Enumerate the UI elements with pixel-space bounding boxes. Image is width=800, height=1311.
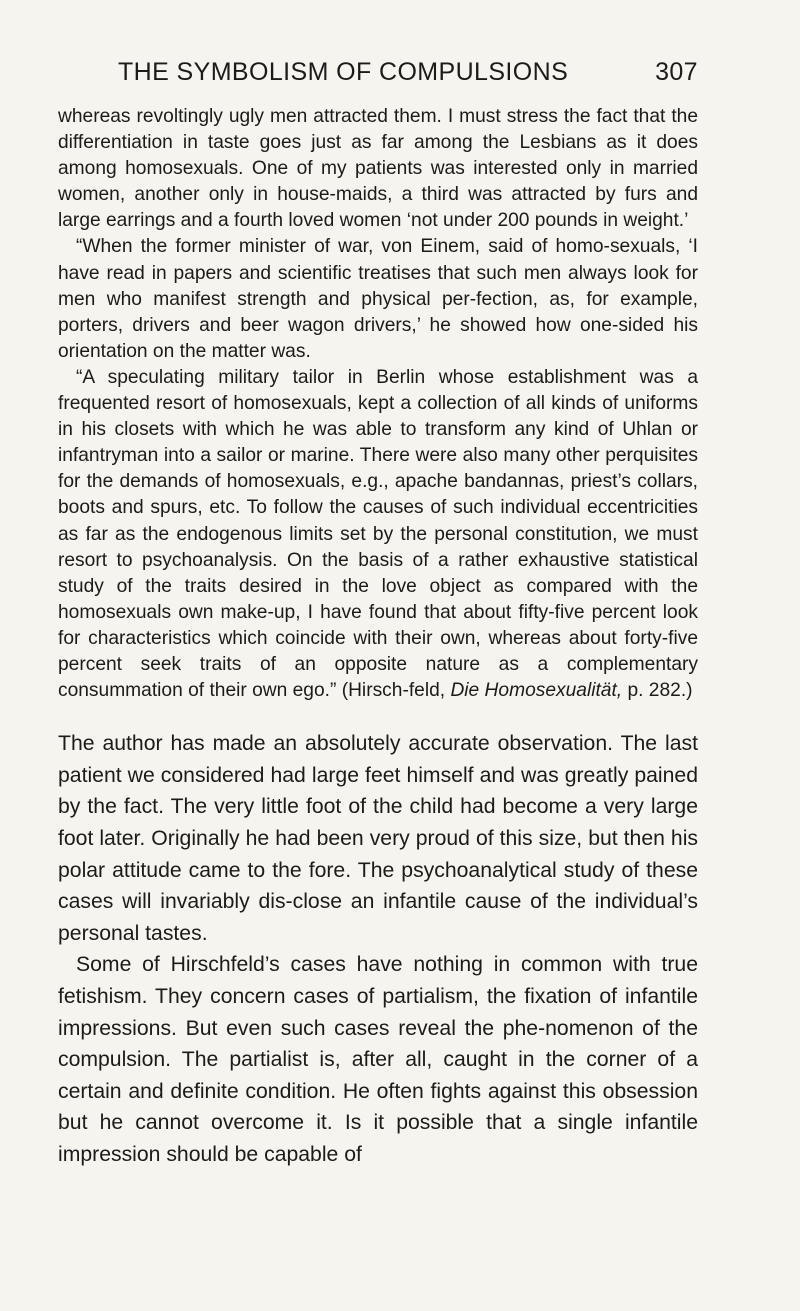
body-paragraph-1: The author has made an absolutely accurate observation. The last patient we considered had large feet himself and was greatly pained by the fact. The very little foot of the child had become a very large foot later. Originally he had been very proud of this size, but then his polar attitude came to the fore. The psychoanalytical study of these cases will invariably dis-close an infantile cause of the individual’s personal tastes. (58, 732, 698, 945)
book-page (58, 0, 698, 1170)
main-text (58, 728, 698, 1170)
running-title: THE SYMBOLISM OF COMPULSIONS (118, 58, 569, 86)
block-quotation (58, 104, 698, 704)
quote-paragraph-3 (58, 365, 698, 704)
citation-page-reference: p. 282.) (622, 680, 693, 702)
running-head (58, 58, 698, 98)
book-title-citation: Die Homosexualität, (450, 680, 623, 702)
quote-paragraph-1: whereas revoltingly ugly men attracted them. I must stress the fact that the differentiation in taste goes just as far among the Lesbians as it does among homosexuals. One of my patients was interested only in married women, another only in house-maids, a third was attracted by furs and large earrings and a fourth loved women ‘not under 200 pounds in weight.’ (58, 106, 698, 232)
body-paragraph-2: Some of Hirschfeld’s cases have nothing in common with true fetishism. They concern cases of partialism, the fixation of infantile impressions. But even such cases reveal the phe-nomenon of the compulsion. The partialist is, after all, caught in the corner of a certain and definite condition. He often fights against this obsession but he cannot overcome it. Is it possible that a single infantile impression should be capable of (58, 953, 698, 1166)
page-number: 307 (655, 58, 698, 86)
quote-paragraph-3-text: “A speculating military tailor in Berlin whose establishment was a frequented resort of homosexuals, kept a collection of all kinds of uniforms in his closets with which he was able to transform any kind of Uhlan or infantryman into a sailor or marine. There were also many other perquisites for the demands of homosexuals, e.g., apache bandannas, priest’s collars, boots and spurs, etc. To follow the causes of such individual eccentricities as far as the endogenous limits set by the personal constitution, we must resort to psychoanalysis. On the basis of a rather exhaustive statistical study of the traits desired in the love object as compared with the homosexuals own make-up, I have found that about fifty-five percent look for characteristics which coincide with their own, whereas about forty-five percent seek traits of an opposite nature as a complementary consummation of their own ego.” (Hirsch-feld, (58, 366, 698, 702)
quote-paragraph-2: “When the former minister of war, von Einem, said of homo-sexuals, ‘I have read in papers and scientific treatises that such men always look for men who manifest strength and physical per-fection, as, for example, porters, drivers and beer wagon drivers,’ he showed how one-sided his orientation on the matter was. (58, 236, 698, 362)
